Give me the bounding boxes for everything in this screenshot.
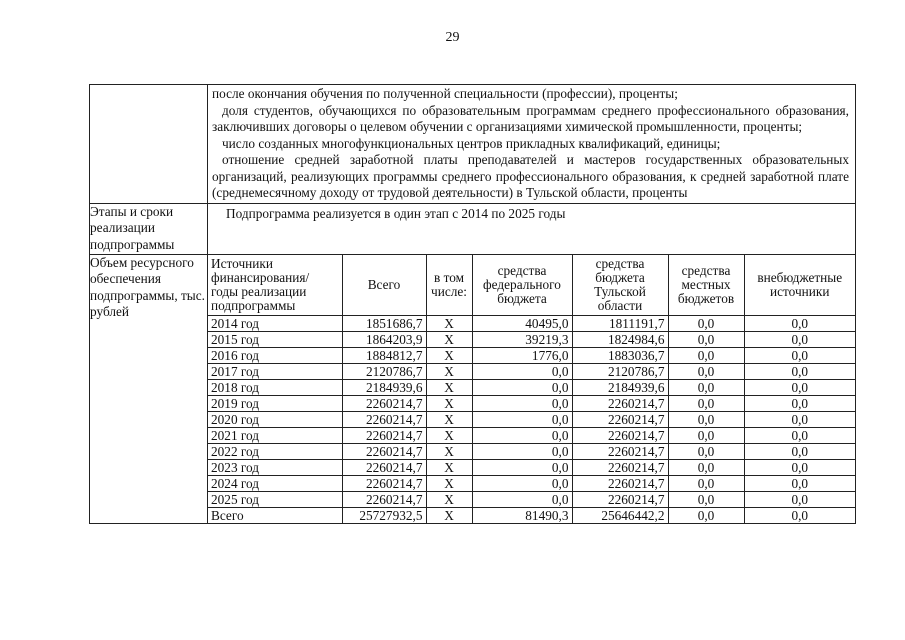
cell-regional: 2260214,7 [572,443,668,459]
cell-federal: 0,0 [472,395,572,411]
cell-total: 1864203,9 [342,331,426,347]
cell-year: 2017 год [208,363,342,379]
cell-federal: 40495,0 [472,315,572,331]
cell-regional: 2260214,7 [572,427,668,443]
cell-regional: 25646442,2 [572,507,668,523]
cell-federal: 1776,0 [472,347,572,363]
table-row [208,411,855,427]
cell-federal: 0,0 [472,427,572,443]
indicator-line: доля студентов, обучающихся по образовательным программам среднего профессионального образования, заключивших договоры о целевом обучении с организациями химической промышленности, проценты; [212,102,849,134]
cell-offbudget: 0,0 [744,379,855,395]
stages-row [90,203,856,254]
cell-including: Х [426,347,472,363]
cell-regional: 1811191,7 [572,315,668,331]
cell-offbudget: 0,0 [744,427,855,443]
header-regional: средства бюджета Тульской области [572,255,668,316]
cell-regional: 2260214,7 [572,459,668,475]
funding-table [208,255,855,523]
cell-year: 2025 год [208,491,342,507]
indicator-line: после окончания обучения по полученной специальности (профессии), проценты; [212,86,678,101]
table-row [208,507,855,523]
cell-regional: 2260214,7 [572,475,668,491]
cell-total: 2260214,7 [342,475,426,491]
cell-including: Х [426,491,472,507]
indicators-text-cell [208,85,856,204]
cell-including: Х [426,315,472,331]
indicators-label-cell [90,85,208,204]
cell-offbudget: 0,0 [744,315,855,331]
cell-year: 2024 год [208,475,342,491]
cell-including: Х [426,363,472,379]
cell-total: 1851686,7 [342,315,426,331]
cell-year: 2020 год [208,411,342,427]
cell-local: 0,0 [668,459,744,475]
cell-federal: 81490,3 [472,507,572,523]
page-number: 29 [445,30,460,45]
cell-total: 2260214,7 [342,491,426,507]
cell-year: 2016 год [208,347,342,363]
cell-total: 2260214,7 [342,443,426,459]
indicators-row [90,85,856,204]
stages-text: Подпрограмма реализуется в один этап с 2014 по 2025 годы [226,205,566,221]
cell-local: 0,0 [668,347,744,363]
cell-total: 1884812,7 [342,347,426,363]
cell-federal: 0,0 [472,443,572,459]
cell-local: 0,0 [668,507,744,523]
cell-total: 2260214,7 [342,427,426,443]
cell-federal: 0,0 [472,475,572,491]
cell-regional: 2120786,7 [572,363,668,379]
cell-year: 2021 год [208,427,342,443]
cell-including: Х [426,443,472,459]
cell-offbudget: 0,0 [744,459,855,475]
cell-including: Х [426,395,472,411]
cell-offbudget: 0,0 [744,395,855,411]
cell-including: Х [426,475,472,491]
header-source: Источники финансирования/ годы реализации подпрограммы [208,255,342,316]
table-row [208,315,855,331]
funding-label: Объем ресурсного обеспечения подпрограммы, тыс. рублей [90,254,208,523]
table-row [208,363,855,379]
cell-year: Всего [208,507,342,523]
cell-offbudget: 0,0 [744,331,855,347]
cell-total: 2120786,7 [342,363,426,379]
stages-label: Этапы и сроки реализации подпрограммы [90,203,208,254]
table-row [208,443,855,459]
cell-federal: 0,0 [472,459,572,475]
table-row [208,331,855,347]
cell-including: Х [426,427,472,443]
cell-total: 2260214,7 [342,395,426,411]
cell-federal: 0,0 [472,363,572,379]
cell-year: 2014 год [208,315,342,331]
header-offbudget: внебюджетные источники [744,255,855,316]
cell-including: Х [426,507,472,523]
cell-offbudget: 0,0 [744,475,855,491]
cell-local: 0,0 [668,331,744,347]
cell-local: 0,0 [668,315,744,331]
cell-regional: 1883036,7 [572,347,668,363]
cell-local: 0,0 [668,443,744,459]
cell-including: Х [426,411,472,427]
header-local: средства местных бюджетов [668,255,744,316]
header-including: в том числе: [426,255,472,316]
table-row [208,395,855,411]
cell-year: 2022 год [208,443,342,459]
cell-offbudget: 0,0 [744,411,855,427]
table-row [208,459,855,475]
table-row [208,427,855,443]
table-row [208,475,855,491]
cell-year: 2019 год [208,395,342,411]
cell-federal: 0,0 [472,491,572,507]
cell-total: 2184939,6 [342,379,426,395]
cell-local: 0,0 [668,379,744,395]
cell-offbudget: 0,0 [744,507,855,523]
cell-local: 0,0 [668,395,744,411]
cell-including: Х [426,459,472,475]
cell-regional: 2184939,6 [572,379,668,395]
cell-year: 2023 год [208,459,342,475]
funding-row [90,254,856,523]
cell-regional: 2260214,7 [572,491,668,507]
funding-table-cell [208,254,856,523]
cell-regional: 2260214,7 [572,395,668,411]
cell-offbudget: 0,0 [744,363,855,379]
stages-text-cell [208,203,856,254]
cell-total: 2260214,7 [342,459,426,475]
passport-table [89,84,856,524]
cell-federal: 0,0 [472,411,572,427]
cell-local: 0,0 [668,411,744,427]
cell-federal: 39219,3 [472,331,572,347]
table-row [208,491,855,507]
cell-year: 2018 год [208,379,342,395]
cell-including: Х [426,331,472,347]
header-federal: средства федерального бюджета [472,255,572,316]
table-row [208,379,855,395]
cell-offbudget: 0,0 [744,491,855,507]
cell-total: 2260214,7 [342,411,426,427]
cell-year: 2015 год [208,331,342,347]
indicator-line: число созданных многофункциональных центров прикладных квалификаций, единицы; [222,135,721,151]
cell-local: 0,0 [668,427,744,443]
cell-regional: 1824984,6 [572,331,668,347]
funding-header-row [208,255,855,316]
cell-regional: 2260214,7 [572,411,668,427]
cell-including: Х [426,379,472,395]
cell-local: 0,0 [668,475,744,491]
cell-total: 25727932,5 [342,507,426,523]
cell-local: 0,0 [668,491,744,507]
cell-offbudget: 0,0 [744,347,855,363]
header-total: Всего [342,255,426,316]
table-row [208,347,855,363]
cell-local: 0,0 [668,363,744,379]
indicator-line: отношение средней заработной платы преподавателей и мастеров государственных образовательных организаций, реализующих программы среднего профессионального образования, к средней заработной плате (среднемесячному доходу от трудовой деятельности) в Тульской области, проценты [212,152,849,200]
cell-federal: 0,0 [472,379,572,395]
cell-offbudget: 0,0 [744,443,855,459]
